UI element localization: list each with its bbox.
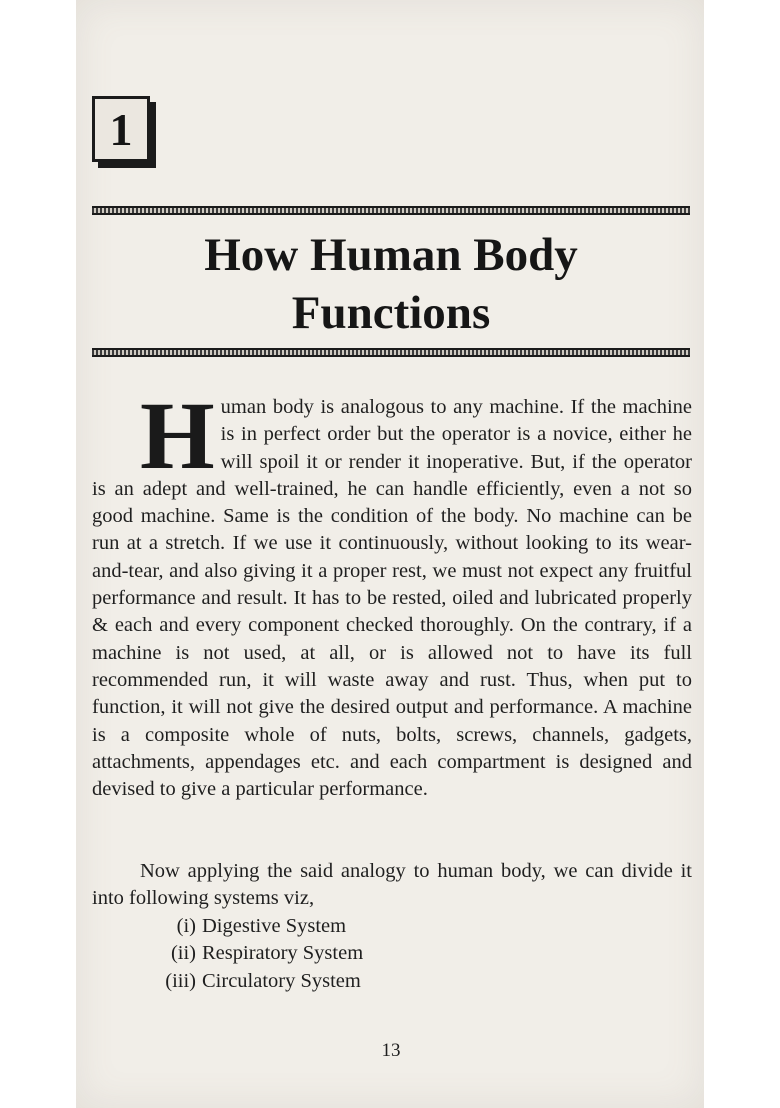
page-number: 13 <box>381 1040 401 1061</box>
paragraph-1 <box>92 382 692 803</box>
list-item-label: Circulatory System <box>202 969 361 992</box>
decorative-rule-top <box>92 206 690 215</box>
chapter-title <box>92 226 690 342</box>
chapter-number-box <box>92 96 150 162</box>
chapter-number: 1 <box>109 103 133 155</box>
list-item-label: Respiratory System <box>202 942 364 965</box>
chapter-title-line-2: Functions <box>291 287 491 339</box>
list-item <box>92 968 692 995</box>
decorative-rule-bottom <box>92 348 690 357</box>
list-item-number: (iii) <box>165 969 196 992</box>
list-item-label: Digestive System <box>202 915 347 937</box>
chapter-title-line-1: How Human Body <box>204 229 578 281</box>
drop-cap: H <box>140 382 215 489</box>
list-item-number: (ii) <box>170 942 196 965</box>
list-item-number: (i) <box>176 915 196 937</box>
systems-list <box>92 913 692 995</box>
paragraph-2: Now applying the said analogy to human body, we can divide it into following systems viz, <box>92 860 692 910</box>
paragraph-1-text: uman body is analogous to any machine. If the machine is in perfect order but the operator is a novice, either he will spoil it or render it inoperative. But, if the operator is an adept and well-trained, he can handle efficiently, even a not so good machine. Same is the condition of the body. No machine can be run at a stretch. If we use it continuously, without looking to its wear-and-tear, and also giving it a proper rest, we must not expect any fruitful performance and result. It has to be rested, oiled and lubricated properly & each and every component checked thoroughly. On the contrary, if a machine is not used, at all, or is allowed not to have its full recommended run, it will waste away and rust. Thus, when put to function, it will not give the desired output and performance. A machine is a composite whole of nuts, bolts, screws, channels, gadgets, attachments, appendages etc. and each compartment is designed and devised to give a particular performance. <box>92 396 692 801</box>
list-item <box>92 913 692 940</box>
list-item <box>92 940 692 967</box>
